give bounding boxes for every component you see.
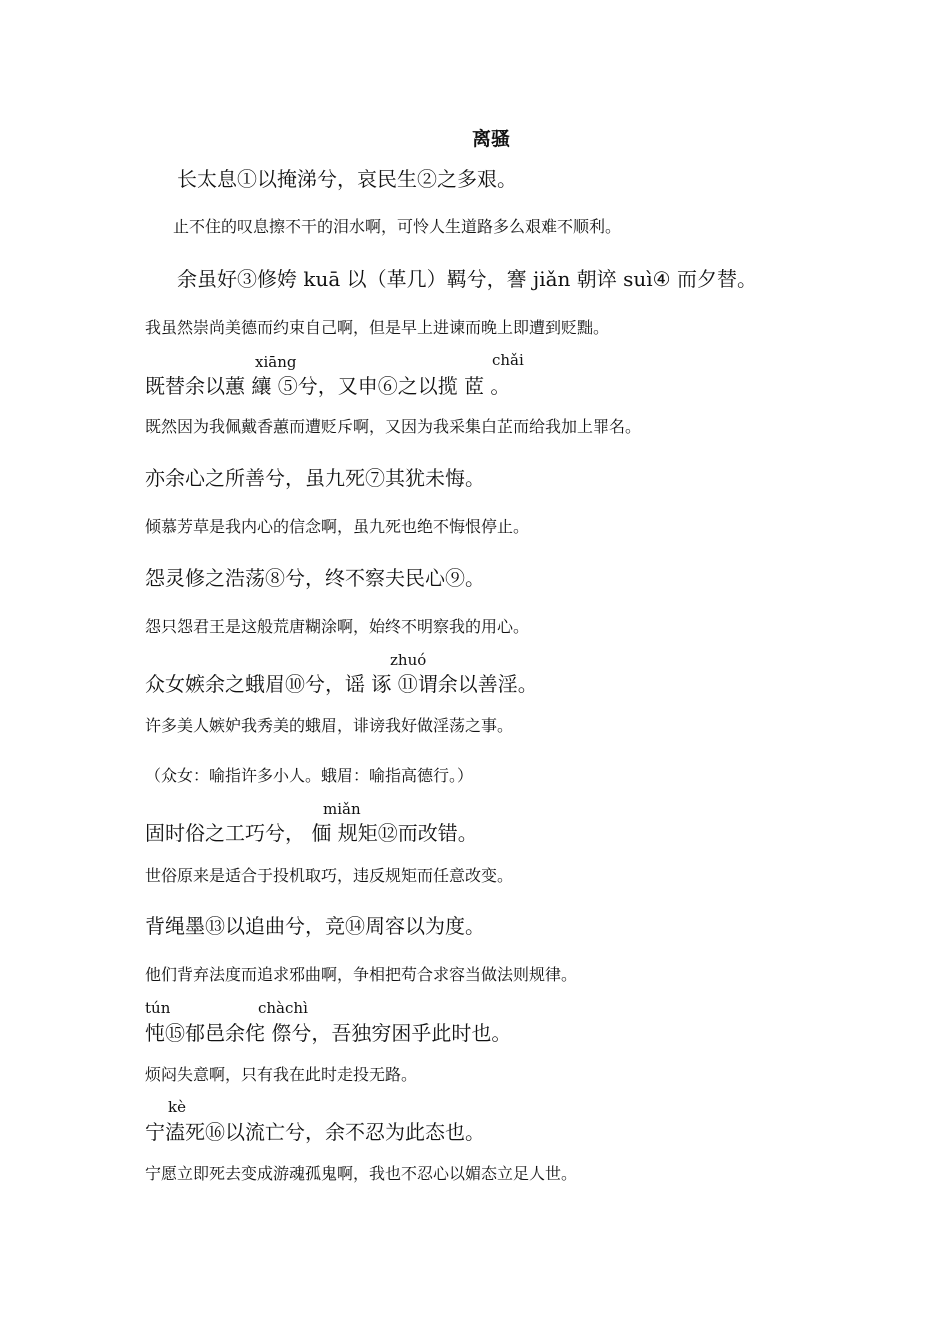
translation-line-1: 止不住的叹息擦不干的泪水啊，可怜人生道路多么艰难不顺利。: [173, 217, 622, 236]
verse-line-5: 怨灵修之浩荡⑧兮，终不察夫民心⑨。: [145, 566, 485, 590]
pinyin-annotation-mian: miǎn: [323, 800, 361, 818]
translation-line-2: 我虽然崇尚美德而约束自己啊，但是早上进谏而晚上即遭到贬黜。: [145, 318, 610, 337]
translation-line-5: 怨只怨君王是这般荒唐糊涂啊，始终不明察我的用心。: [145, 617, 530, 636]
translation-line-4: 倾慕芳草是我内心的信念啊，虽九死也绝不悔恨停止。: [145, 517, 530, 536]
verse-line-9: 忳⑮郁邑余侘 傺兮，吾独穷困乎此时也。: [145, 1021, 512, 1045]
translation-line-9: 烦闷失意啊，只有我在此时走投无路。: [145, 1065, 418, 1084]
poem-title: 离骚: [471, 128, 510, 150]
pinyin-annotation-zhuo: zhuó: [390, 651, 427, 669]
verse-line-10: 宁溘死⑯以流亡兮，余不忍为此态也。: [145, 1120, 485, 1144]
pinyin-annotation-tun: tún: [145, 999, 171, 1017]
pinyin-annotation-ke: kè: [168, 1098, 186, 1116]
verse-line-7: 固时俗之工巧兮， 偭 规矩⑫而改错。: [145, 821, 478, 845]
verse-line-3: 既替余以蕙 纕 ⑤兮，又申⑥之以揽 茝 。: [145, 374, 511, 398]
verse-line-1: 长太息①以掩涕兮，哀民生②之多艰。: [177, 167, 517, 191]
translation-line-7: 世俗原来是适合于投机取巧，违反规矩而任意改变。: [145, 866, 514, 885]
translation-line-3: 既然因为我佩戴香蕙而遭贬斥啊，又因为我采集白芷而给我加上罪名。: [145, 417, 642, 436]
pinyin-annotation-xiang: xiāng: [255, 353, 297, 371]
verse-line-2: 余虽好③修姱 kuā 以（革几）羁兮，謇 jiǎn 朝谇 suì④ 而夕替。: [177, 267, 757, 291]
translation-line-8: 他们背弃法度而追求邪曲啊，争相把苟合求容当做法则规律。: [145, 965, 578, 984]
verse-line-8: 背绳墨⑬以追曲兮，竞⑭周容以为度。: [145, 914, 485, 938]
verse-line-6: 众女嫉余之蛾眉⑩兮，谣 诼 ⑪谓余以善淫。: [145, 672, 538, 696]
translation-line-10: 宁愿立即死去变成游魂孤鬼啊，我也不忍心以媚态立足人世。: [145, 1164, 578, 1183]
pinyin-annotation-chai: chǎi: [492, 351, 524, 369]
translation-line-6: 许多美人嫉妒我秀美的蛾眉，诽谤我好做淫荡之事。: [145, 716, 514, 735]
annotation-note: （众女：喻指许多小人。蛾眉：喻指高德行。）: [145, 766, 474, 785]
verse-line-4: 亦余心之所善兮，虽九死⑦其犹未悔。: [145, 466, 485, 490]
pinyin-annotation-chachi: chàchì: [258, 999, 308, 1017]
